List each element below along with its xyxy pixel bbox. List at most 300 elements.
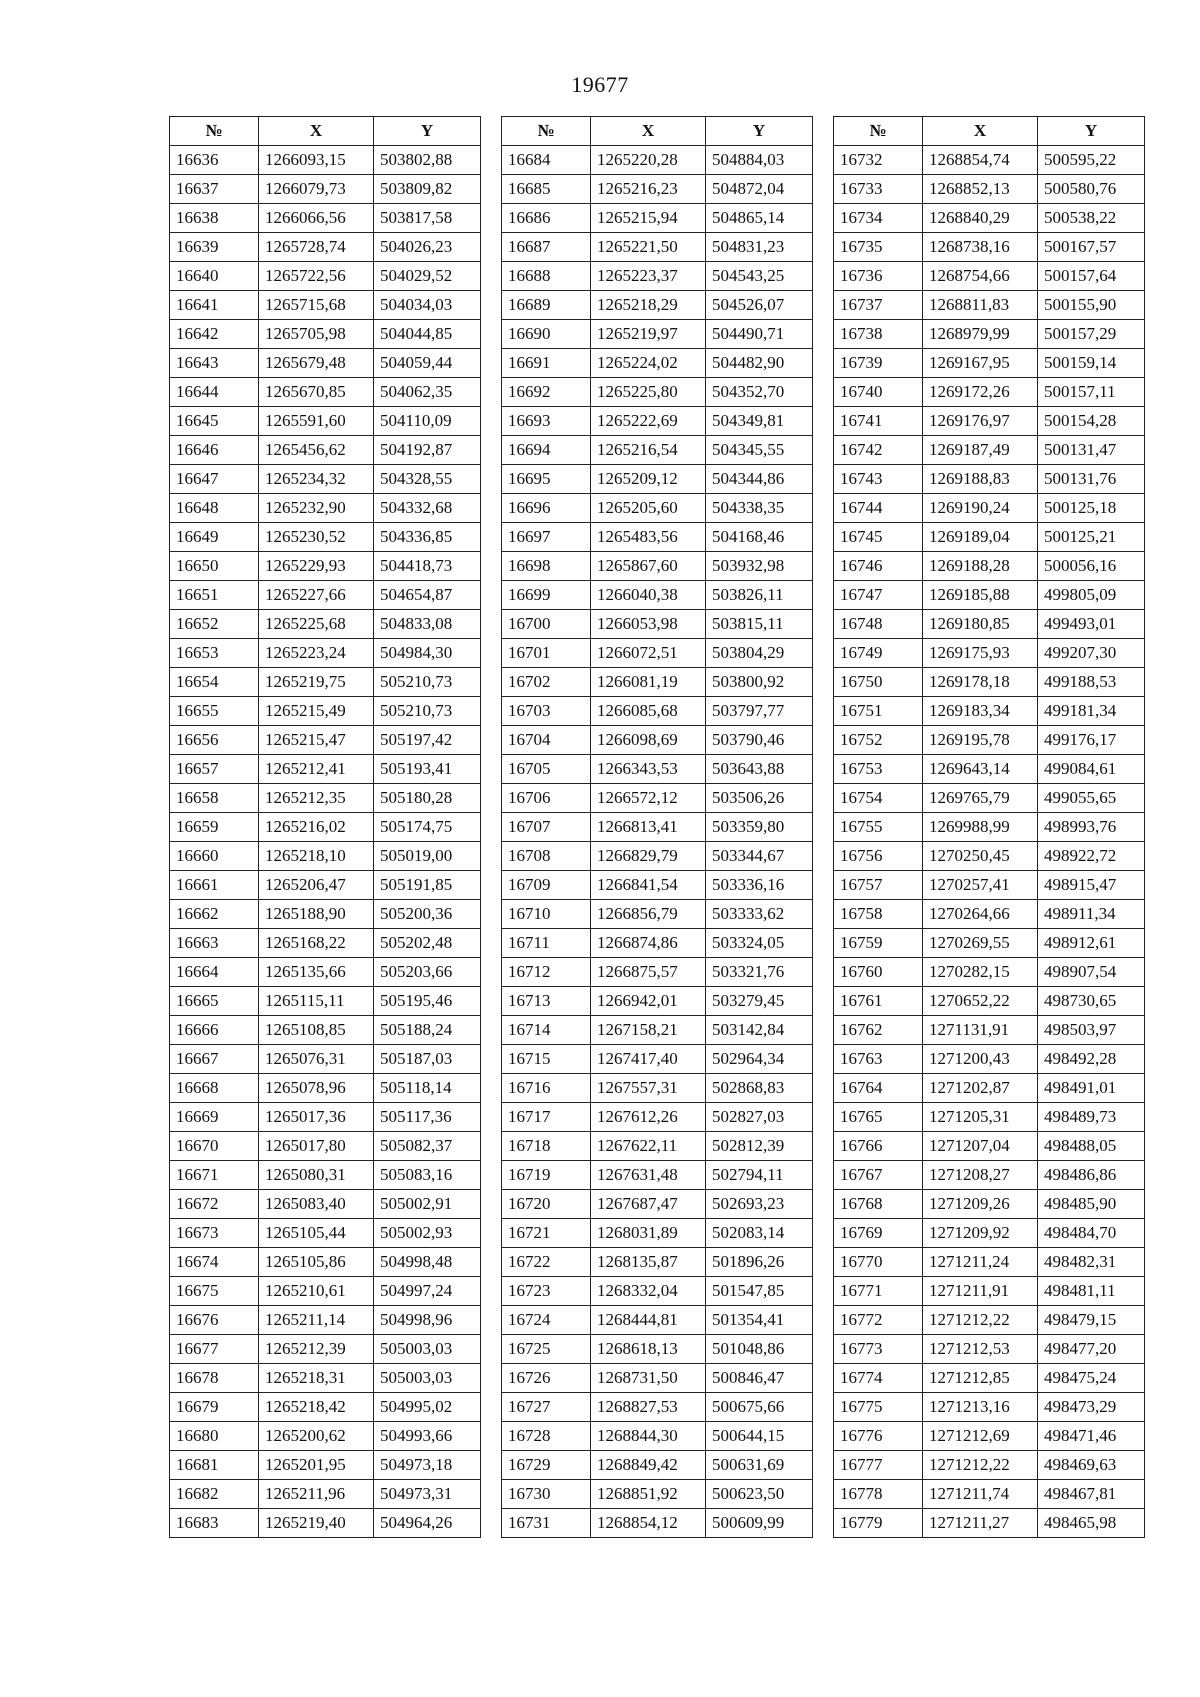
y-coordinate-cell: 504543,25 [706, 262, 813, 291]
point-number-cell: 16643 [170, 349, 259, 378]
x-coordinate-cell: 1269188,83 [923, 465, 1038, 494]
table-row [170, 320, 481, 349]
table-row [502, 146, 813, 175]
y-coordinate-cell: 501354,41 [706, 1306, 813, 1335]
point-number-cell: 16692 [502, 378, 591, 407]
table-row [834, 262, 1145, 291]
x-coordinate-cell: 1271212,22 [923, 1451, 1038, 1480]
x-coordinate-cell: 1267557,31 [591, 1074, 706, 1103]
table-row [834, 610, 1145, 639]
point-number-cell: 16765 [834, 1103, 923, 1132]
y-coordinate-cell: 504490,71 [706, 320, 813, 349]
x-coordinate-cell: 1265679,48 [259, 349, 374, 378]
y-coordinate-cell: 499055,65 [1038, 784, 1145, 813]
point-number-cell: 16699 [502, 581, 591, 610]
point-number-cell: 16735 [834, 233, 923, 262]
y-coordinate-cell: 500623,50 [706, 1480, 813, 1509]
x-coordinate-cell: 1269188,28 [923, 552, 1038, 581]
table-row [834, 1161, 1145, 1190]
x-coordinate-cell: 1265223,24 [259, 639, 374, 668]
y-coordinate-cell: 498993,76 [1038, 813, 1145, 842]
table-row [502, 465, 813, 494]
x-coordinate-cell: 1271212,85 [923, 1364, 1038, 1393]
x-coordinate-cell: 1266066,56 [259, 204, 374, 233]
x-coordinate-cell: 1270282,15 [923, 958, 1038, 987]
y-coordinate-cell: 503800,92 [706, 668, 813, 697]
x-coordinate-cell: 1266081,19 [591, 668, 706, 697]
y-coordinate-cell: 505210,73 [374, 668, 481, 697]
table-row [502, 349, 813, 378]
point-number-cell: 16647 [170, 465, 259, 494]
point-number-cell: 16728 [502, 1422, 591, 1451]
y-coordinate-cell: 505003,03 [374, 1335, 481, 1364]
table-row [834, 407, 1145, 436]
table-row [834, 987, 1145, 1016]
table-row [502, 523, 813, 552]
point-number-cell: 16776 [834, 1422, 923, 1451]
table-row [502, 552, 813, 581]
table-row [834, 175, 1145, 204]
table-row [834, 291, 1145, 320]
point-number-cell: 16771 [834, 1277, 923, 1306]
point-number-cell: 16769 [834, 1219, 923, 1248]
point-number-cell: 16774 [834, 1364, 923, 1393]
point-number-cell: 16750 [834, 668, 923, 697]
x-coordinate-cell: 1271211,91 [923, 1277, 1038, 1306]
y-coordinate-cell: 498479,15 [1038, 1306, 1145, 1335]
table-row [170, 1509, 481, 1538]
table-row [170, 1248, 481, 1277]
point-number-cell: 16641 [170, 291, 259, 320]
point-number-cell: 16746 [834, 552, 923, 581]
x-coordinate-cell: 1265705,98 [259, 320, 374, 349]
x-coordinate-cell: 1265201,95 [259, 1451, 374, 1480]
x-coordinate-cell: 1265078,96 [259, 1074, 374, 1103]
point-number-cell: 16721 [502, 1219, 591, 1248]
point-number-cell: 16761 [834, 987, 923, 1016]
header-x: X [259, 117, 374, 146]
table-row [502, 1219, 813, 1248]
point-number-cell: 16686 [502, 204, 591, 233]
point-number-cell: 16658 [170, 784, 259, 813]
x-coordinate-cell: 1265221,50 [591, 233, 706, 262]
point-number-cell: 16712 [502, 958, 591, 987]
x-coordinate-cell: 1265205,60 [591, 494, 706, 523]
x-coordinate-cell: 1265216,23 [591, 175, 706, 204]
table-row [834, 523, 1145, 552]
table-row [834, 233, 1145, 262]
x-coordinate-cell: 1269988,99 [923, 813, 1038, 842]
x-coordinate-cell: 1268135,87 [591, 1248, 706, 1277]
x-coordinate-cell: 1269176,97 [923, 407, 1038, 436]
table-row [170, 726, 481, 755]
y-coordinate-cell: 504336,85 [374, 523, 481, 552]
x-coordinate-cell: 1265867,60 [591, 552, 706, 581]
x-coordinate-cell: 1271211,74 [923, 1480, 1038, 1509]
y-coordinate-cell: 503932,98 [706, 552, 813, 581]
table-row [170, 1306, 481, 1335]
x-coordinate-cell: 1265210,61 [259, 1277, 374, 1306]
point-number-cell: 16671 [170, 1161, 259, 1190]
table-row [502, 871, 813, 900]
x-coordinate-cell: 1265218,10 [259, 842, 374, 871]
table-header-row [834, 117, 1145, 146]
table-row [170, 1190, 481, 1219]
point-number-cell: 16717 [502, 1103, 591, 1132]
table-row [834, 378, 1145, 407]
x-coordinate-cell: 1270264,66 [923, 900, 1038, 929]
point-number-cell: 16770 [834, 1248, 923, 1277]
y-coordinate-cell: 498907,54 [1038, 958, 1145, 987]
table-row [170, 1103, 481, 1132]
point-number-cell: 16710 [502, 900, 591, 929]
table-row [502, 842, 813, 871]
y-coordinate-cell: 505202,48 [374, 929, 481, 958]
y-coordinate-cell: 504993,66 [374, 1422, 481, 1451]
y-coordinate-cell: 504998,96 [374, 1306, 481, 1335]
y-coordinate-cell: 504026,23 [374, 233, 481, 262]
y-coordinate-cell: 502812,39 [706, 1132, 813, 1161]
coordinate-tables [169, 116, 1145, 1538]
table-row [170, 697, 481, 726]
y-coordinate-cell: 505180,28 [374, 784, 481, 813]
x-coordinate-cell: 1271205,31 [923, 1103, 1038, 1132]
x-coordinate-cell: 1266053,98 [591, 610, 706, 639]
table-row [170, 1016, 481, 1045]
y-coordinate-cell: 500157,64 [1038, 262, 1145, 291]
x-coordinate-cell: 1269185,88 [923, 581, 1038, 610]
x-coordinate-cell: 1268731,50 [591, 1364, 706, 1393]
y-coordinate-cell: 505174,75 [374, 813, 481, 842]
table-row [834, 1045, 1145, 1074]
point-number-cell: 16738 [834, 320, 923, 349]
point-number-cell: 16741 [834, 407, 923, 436]
table-row [834, 1306, 1145, 1335]
point-number-cell: 16688 [502, 262, 591, 291]
table-row [834, 1422, 1145, 1451]
y-coordinate-cell: 502964,34 [706, 1045, 813, 1074]
y-coordinate-cell: 498915,47 [1038, 871, 1145, 900]
table-row [170, 871, 481, 900]
x-coordinate-cell: 1271212,22 [923, 1306, 1038, 1335]
point-number-cell: 16778 [834, 1480, 923, 1509]
y-coordinate-cell: 505082,37 [374, 1132, 481, 1161]
x-coordinate-cell: 1265224,02 [591, 349, 706, 378]
y-coordinate-cell: 503826,11 [706, 581, 813, 610]
x-coordinate-cell: 1265168,22 [259, 929, 374, 958]
x-coordinate-cell: 1268854,74 [923, 146, 1038, 175]
x-coordinate-cell: 1269190,24 [923, 494, 1038, 523]
point-number-cell: 16764 [834, 1074, 923, 1103]
x-coordinate-cell: 1265115,11 [259, 987, 374, 1016]
y-coordinate-cell: 505002,91 [374, 1190, 481, 1219]
point-number-cell: 16653 [170, 639, 259, 668]
table-row [502, 697, 813, 726]
point-number-cell: 16703 [502, 697, 591, 726]
point-number-cell: 16646 [170, 436, 259, 465]
point-number-cell: 16733 [834, 175, 923, 204]
table-row [502, 1016, 813, 1045]
table-row [502, 1393, 813, 1422]
table-row [834, 784, 1145, 813]
y-coordinate-cell: 500131,76 [1038, 465, 1145, 494]
x-coordinate-cell: 1265670,85 [259, 378, 374, 407]
y-coordinate-cell: 505117,36 [374, 1103, 481, 1132]
x-coordinate-cell: 1268332,04 [591, 1277, 706, 1306]
point-number-cell: 16701 [502, 639, 591, 668]
point-number-cell: 16689 [502, 291, 591, 320]
header-number: № [170, 117, 259, 146]
table-row [502, 1248, 813, 1277]
x-coordinate-cell: 1268979,99 [923, 320, 1038, 349]
table-row [834, 204, 1145, 233]
x-coordinate-cell: 1269187,49 [923, 436, 1038, 465]
x-coordinate-cell: 1271208,27 [923, 1161, 1038, 1190]
point-number-cell: 16759 [834, 929, 923, 958]
y-coordinate-cell: 503802,88 [374, 146, 481, 175]
x-coordinate-cell: 1265220,28 [591, 146, 706, 175]
y-coordinate-cell: 500159,14 [1038, 349, 1145, 378]
y-coordinate-cell: 500846,47 [706, 1364, 813, 1393]
y-coordinate-cell: 504964,26 [374, 1509, 481, 1538]
point-number-cell: 16748 [834, 610, 923, 639]
x-coordinate-cell: 1267622,11 [591, 1132, 706, 1161]
y-coordinate-cell: 504352,70 [706, 378, 813, 407]
x-coordinate-cell: 1269175,93 [923, 639, 1038, 668]
y-coordinate-cell: 505188,24 [374, 1016, 481, 1045]
x-coordinate-cell: 1268849,42 [591, 1451, 706, 1480]
x-coordinate-cell: 1266572,12 [591, 784, 706, 813]
y-coordinate-cell: 505191,85 [374, 871, 481, 900]
x-coordinate-cell: 1265722,56 [259, 262, 374, 291]
table-row [170, 610, 481, 639]
point-number-cell: 16751 [834, 697, 923, 726]
point-number-cell: 16711 [502, 929, 591, 958]
point-number-cell: 16693 [502, 407, 591, 436]
point-number-cell: 16695 [502, 465, 591, 494]
point-number-cell: 16772 [834, 1306, 923, 1335]
y-coordinate-cell: 505203,66 [374, 958, 481, 987]
point-number-cell: 16694 [502, 436, 591, 465]
x-coordinate-cell: 1268851,92 [591, 1480, 706, 1509]
table-row [502, 262, 813, 291]
y-coordinate-cell: 498492,28 [1038, 1045, 1145, 1074]
point-number-cell: 16740 [834, 378, 923, 407]
y-coordinate-cell: 504995,02 [374, 1393, 481, 1422]
y-coordinate-cell: 498471,46 [1038, 1422, 1145, 1451]
y-coordinate-cell: 504998,48 [374, 1248, 481, 1277]
y-coordinate-cell: 504831,23 [706, 233, 813, 262]
point-number-cell: 16715 [502, 1045, 591, 1074]
y-coordinate-cell: 504062,35 [374, 378, 481, 407]
table-row [834, 668, 1145, 697]
table-row [834, 1364, 1145, 1393]
point-number-cell: 16660 [170, 842, 259, 871]
y-coordinate-cell: 503344,67 [706, 842, 813, 871]
x-coordinate-cell: 1265456,62 [259, 436, 374, 465]
point-number-cell: 16762 [834, 1016, 923, 1045]
point-number-cell: 16700 [502, 610, 591, 639]
x-coordinate-cell: 1267612,26 [591, 1103, 706, 1132]
point-number-cell: 16681 [170, 1451, 259, 1480]
y-coordinate-cell: 504865,14 [706, 204, 813, 233]
table-row [170, 378, 481, 407]
table-row [170, 1219, 481, 1248]
point-number-cell: 16664 [170, 958, 259, 987]
x-coordinate-cell: 1266343,53 [591, 755, 706, 784]
y-coordinate-cell: 504349,81 [706, 407, 813, 436]
table-row [170, 1074, 481, 1103]
header-y: Y [1038, 117, 1145, 146]
x-coordinate-cell: 1265222,69 [591, 407, 706, 436]
table-row [502, 1306, 813, 1335]
x-coordinate-cell: 1269643,14 [923, 755, 1038, 784]
table-row [502, 494, 813, 523]
point-number-cell: 16720 [502, 1190, 591, 1219]
y-coordinate-cell: 503815,11 [706, 610, 813, 639]
point-number-cell: 16768 [834, 1190, 923, 1219]
table-row [170, 233, 481, 262]
table-row [834, 1074, 1145, 1103]
point-number-cell: 16675 [170, 1277, 259, 1306]
point-number-cell: 16645 [170, 407, 259, 436]
point-number-cell: 16663 [170, 929, 259, 958]
coordinate-table-2 [501, 116, 813, 1538]
point-number-cell: 16714 [502, 1016, 591, 1045]
x-coordinate-cell: 1265212,41 [259, 755, 374, 784]
y-coordinate-cell: 504973,18 [374, 1451, 481, 1480]
y-coordinate-cell: 503336,16 [706, 871, 813, 900]
table-row [834, 1103, 1145, 1132]
point-number-cell: 16662 [170, 900, 259, 929]
table-row [502, 320, 813, 349]
point-number-cell: 16743 [834, 465, 923, 494]
table-row [834, 755, 1145, 784]
y-coordinate-cell: 503797,77 [706, 697, 813, 726]
point-number-cell: 16730 [502, 1480, 591, 1509]
x-coordinate-cell: 1268811,83 [923, 291, 1038, 320]
x-coordinate-cell: 1271209,26 [923, 1190, 1038, 1219]
x-coordinate-cell: 1270652,22 [923, 987, 1038, 1016]
y-coordinate-cell: 503809,82 [374, 175, 481, 204]
y-coordinate-cell: 504872,04 [706, 175, 813, 204]
x-coordinate-cell: 1271209,92 [923, 1219, 1038, 1248]
table-header-row [170, 117, 481, 146]
point-number-cell: 16667 [170, 1045, 259, 1074]
table-row [502, 1335, 813, 1364]
table-header-row [502, 117, 813, 146]
x-coordinate-cell: 1266098,69 [591, 726, 706, 755]
point-number-cell: 16742 [834, 436, 923, 465]
point-number-cell: 16755 [834, 813, 923, 842]
point-number-cell: 16674 [170, 1248, 259, 1277]
point-number-cell: 16777 [834, 1451, 923, 1480]
table-row [170, 1480, 481, 1509]
x-coordinate-cell: 1271211,24 [923, 1248, 1038, 1277]
table-row [834, 494, 1145, 523]
x-coordinate-cell: 1269167,95 [923, 349, 1038, 378]
table-row [834, 349, 1145, 378]
point-number-cell: 16672 [170, 1190, 259, 1219]
point-number-cell: 16747 [834, 581, 923, 610]
x-coordinate-cell: 1265216,02 [259, 813, 374, 842]
y-coordinate-cell: 504973,31 [374, 1480, 481, 1509]
x-coordinate-cell: 1267631,48 [591, 1161, 706, 1190]
table-row [170, 146, 481, 175]
table-row [502, 1045, 813, 1074]
table-row [170, 1451, 481, 1480]
y-coordinate-cell: 500155,90 [1038, 291, 1145, 320]
y-coordinate-cell: 498486,86 [1038, 1161, 1145, 1190]
table-row [170, 958, 481, 987]
point-number-cell: 16767 [834, 1161, 923, 1190]
table-row [834, 1219, 1145, 1248]
point-number-cell: 16727 [502, 1393, 591, 1422]
x-coordinate-cell: 1267687,47 [591, 1190, 706, 1219]
x-coordinate-cell: 1269183,34 [923, 697, 1038, 726]
point-number-cell: 16652 [170, 610, 259, 639]
table-row [170, 494, 481, 523]
point-number-cell: 16724 [502, 1306, 591, 1335]
x-coordinate-cell: 1268827,53 [591, 1393, 706, 1422]
point-number-cell: 16669 [170, 1103, 259, 1132]
x-coordinate-cell: 1265108,85 [259, 1016, 374, 1045]
y-coordinate-cell: 505187,03 [374, 1045, 481, 1074]
table-row [502, 1277, 813, 1306]
table-row [502, 1132, 813, 1161]
point-number-cell: 16709 [502, 871, 591, 900]
table-row [834, 1248, 1145, 1277]
y-coordinate-cell: 504059,44 [374, 349, 481, 378]
y-coordinate-cell: 498482,31 [1038, 1248, 1145, 1277]
table-row [502, 1451, 813, 1480]
point-number-cell: 16739 [834, 349, 923, 378]
table-row [834, 1277, 1145, 1306]
y-coordinate-cell: 500167,57 [1038, 233, 1145, 262]
coordinate-table-1 [169, 116, 481, 1538]
point-number-cell: 16690 [502, 320, 591, 349]
x-coordinate-cell: 1265105,44 [259, 1219, 374, 1248]
y-coordinate-cell: 504526,07 [706, 291, 813, 320]
y-coordinate-cell: 503333,62 [706, 900, 813, 929]
table-row [170, 900, 481, 929]
table-row [170, 175, 481, 204]
x-coordinate-cell: 1265209,12 [591, 465, 706, 494]
y-coordinate-cell: 500644,15 [706, 1422, 813, 1451]
table-row [502, 1161, 813, 1190]
table-row [170, 639, 481, 668]
table-row [502, 175, 813, 204]
table-row [834, 871, 1145, 900]
y-coordinate-cell: 505197,42 [374, 726, 481, 755]
y-coordinate-cell: 498475,24 [1038, 1364, 1145, 1393]
header-number: № [502, 117, 591, 146]
x-coordinate-cell: 1265219,75 [259, 668, 374, 697]
x-coordinate-cell: 1265227,66 [259, 581, 374, 610]
point-number-cell: 16684 [502, 146, 591, 175]
table-row [170, 1335, 481, 1364]
point-number-cell: 16644 [170, 378, 259, 407]
point-number-cell: 16670 [170, 1132, 259, 1161]
x-coordinate-cell: 1266813,41 [591, 813, 706, 842]
x-coordinate-cell: 1271131,91 [923, 1016, 1038, 1045]
y-coordinate-cell: 500056,16 [1038, 552, 1145, 581]
point-number-cell: 16754 [834, 784, 923, 813]
x-coordinate-cell: 1265080,31 [259, 1161, 374, 1190]
point-number-cell: 16682 [170, 1480, 259, 1509]
point-number-cell: 16734 [834, 204, 923, 233]
point-number-cell: 16716 [502, 1074, 591, 1103]
